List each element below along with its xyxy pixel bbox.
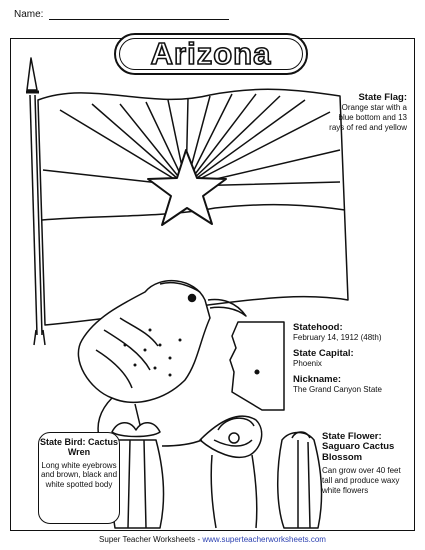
title-banner [114, 33, 308, 75]
state-bird-box [38, 432, 120, 524]
state-facts [293, 322, 413, 400]
state-flag-heading: State Flag: [358, 92, 407, 103]
state-bird-heading: State Bird: Cactus Wren [39, 437, 119, 458]
state-flag-description: Orange star with a blue bottom and 13 rays of red and yellow [329, 103, 407, 132]
nickname-value: The Grand Canyon State [293, 385, 382, 394]
footer-link[interactable]: www.superteacherworksheets.com [202, 535, 326, 544]
nickname-label: Nickname: [293, 374, 342, 385]
state-bird-description: Long white eyebrows and brown, black and white spotted body [40, 460, 118, 489]
state-flower-heading: State Flower: Saguaro Cactus Blossom [322, 431, 395, 463]
state-flower-info [322, 432, 412, 495]
state-flower-description: Can grow over 40 feet tall and produce waxy white flowers [322, 466, 401, 495]
name-label: Name: [14, 9, 44, 20]
capital-value: Phoenix [293, 359, 322, 368]
footer-publisher: Super Teacher Worksheets - [99, 535, 203, 544]
statehood-label: Statehood: [293, 322, 343, 333]
statehood-value: February 14, 1912 (48th) [293, 333, 382, 342]
footer [0, 535, 425, 544]
arizona-state-map [230, 322, 284, 410]
capital-label: State Capital: [293, 348, 354, 359]
page-title: Arizona [150, 36, 272, 71]
state-flag-info [327, 92, 407, 132]
saguaro-cactus-drawing [112, 416, 321, 528]
